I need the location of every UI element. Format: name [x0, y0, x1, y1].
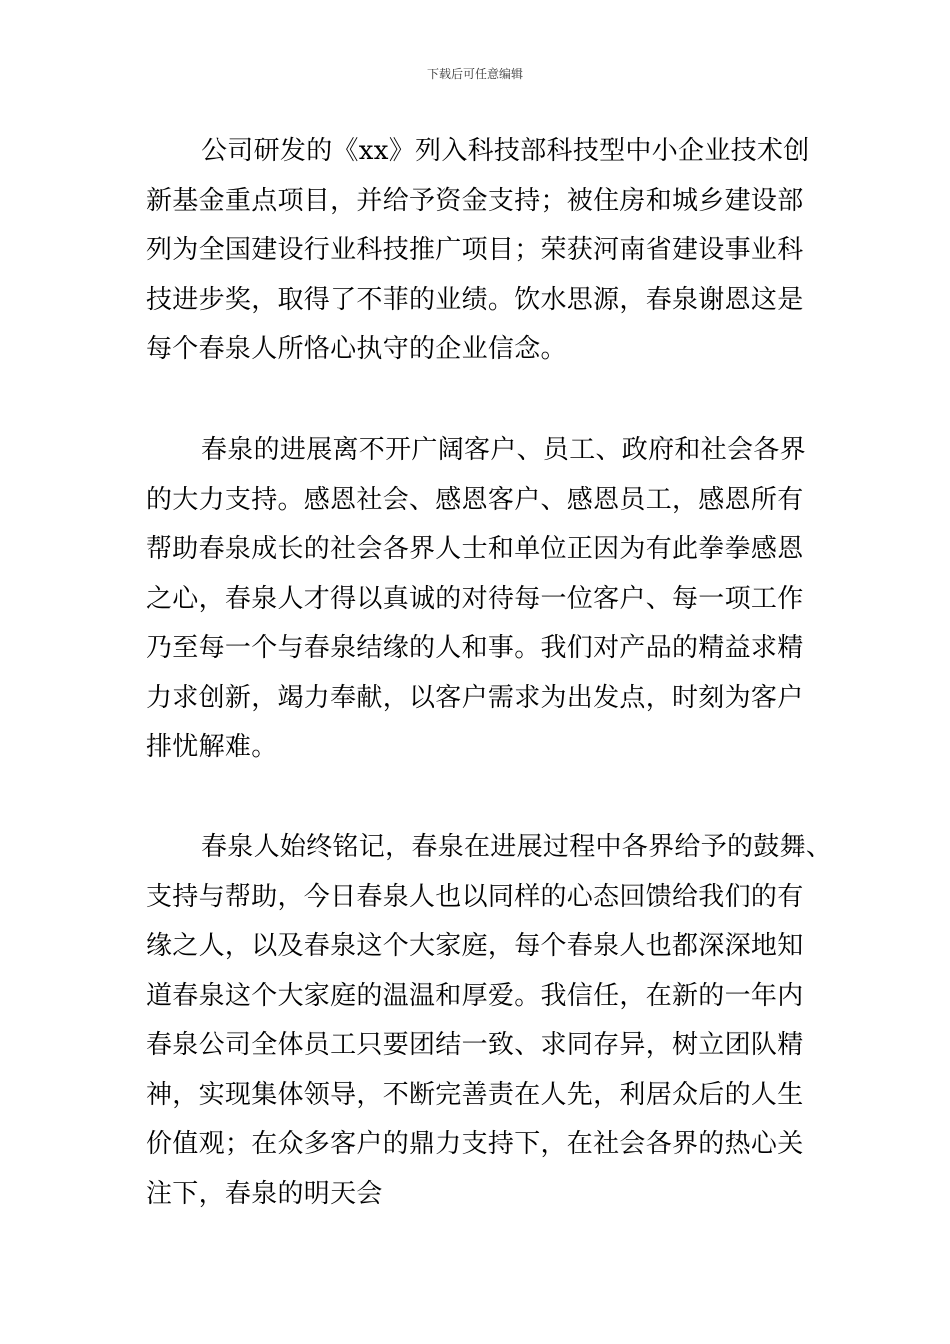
text-line: 注下，春泉的明天会 [146, 1178, 383, 1209]
paragraph-3 [146, 823, 833, 1219]
text-line: 列为全国建设行业科技推广项目；荣获河南省建设事业科 [146, 235, 804, 265]
text-line: 道春泉这个大家庭的温温和厚爱。我信任，在新的一年内 [146, 980, 804, 1011]
paragraph-2 [146, 426, 816, 773]
text-line: 公司研发的《xx》列入科技部科技型中小企业技术创 [201, 136, 810, 166]
text-line: 之心，春泉人才得以真诚的对待每一位客户、每一项工作 [146, 583, 804, 614]
text-line: 缘之人，以及春泉这个大家庭，每个春泉人也都深深地知 [146, 931, 804, 961]
text-line: 力求创新，竭力奉献，以客户需求为出发点，时刻为客户 [146, 682, 804, 713]
text-line: 技进步奖，取得了不菲的业绩。饮水思源，春泉谢恩这是 [146, 284, 804, 315]
text-line: 乃至每一个与春泉结缘的人和事。我们对产品的精益求精 [146, 633, 804, 663]
text-line: 新基金重点项目，并给予资金支持；被住房和城乡建设部 [146, 185, 804, 216]
text-line: 价值观；在众多客户的鼎力支持下，在社会各界的热心关 [146, 1129, 804, 1159]
text-line: 春泉公司全体员工只要团结一致、求同存异，树立团队精 [146, 1030, 804, 1060]
text-line: 神，实现集体领导，不断完善责在人先，利居众后的人生 [146, 1079, 804, 1110]
text-line: 每个春泉人所恪心执守的企业信念。 [146, 334, 567, 364]
page-header: 下载后可任意编辑 [426, 67, 523, 81]
text-line: 的大力支持。感恩社会、感恩客户、感恩员工，感恩所有 [146, 484, 804, 515]
paragraph-1 [146, 127, 816, 375]
text-line: 排忧解难。 [146, 732, 278, 762]
text-line: 支持与帮助，今日春泉人也以同样的心态回馈给我们的有 [146, 881, 804, 912]
text-line: 帮助春泉成长的社会各界人士和单位正因为有此拳拳感恩 [146, 534, 804, 564]
text-line: 春泉人始终铭记，春泉在进展过程中各界给予的鼓舞、 [201, 832, 833, 862]
text-line: 春泉的进展离不开广阔客户、员工、政府和社会各界 [201, 435, 806, 465]
